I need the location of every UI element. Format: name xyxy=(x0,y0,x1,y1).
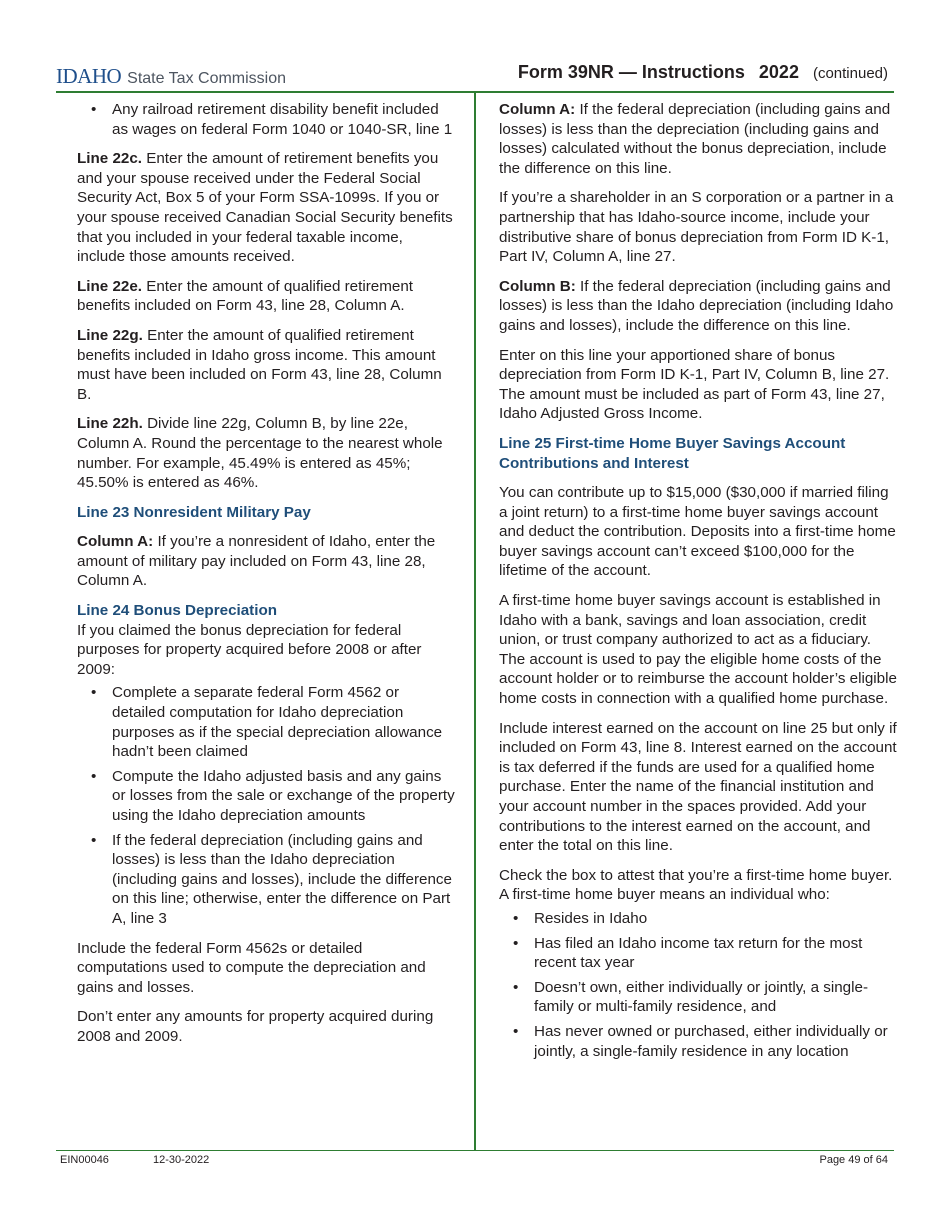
line-23-column-a-label: Column A: xyxy=(77,533,154,551)
line-23-heading: Line 23 Nonresident Military Pay xyxy=(77,503,311,521)
line-24-bullet-list xyxy=(77,683,455,928)
left-column xyxy=(77,100,455,1057)
column-b-label: Column B: xyxy=(499,277,576,295)
apportioned-paragraph: Enter on this line your apportioned share of bonus depreciation from Form ID K-1, Part IV, Column B, line 27. The amount must be included as part of Form 43, line 27, Idaho Adjusted Gross Income. xyxy=(499,346,890,423)
page-header xyxy=(56,62,894,92)
continued-label: (continued) xyxy=(812,65,888,82)
line-22h-label: Line 22h. xyxy=(77,415,143,433)
line-24-heading: Line 24 Bonus Depreciation xyxy=(77,602,278,620)
right-column xyxy=(499,100,897,1071)
footer-date: 12-30-2022 xyxy=(153,1154,210,1166)
footer-page-number: Page 49 of 64 xyxy=(819,1154,888,1166)
column-a-paragraph xyxy=(499,100,897,178)
agency-name: State Tax Commission xyxy=(127,70,287,87)
line-24-dont-paragraph: Don’t enter any amounts for property acquired during 2008 and 2009. xyxy=(77,1008,434,1045)
line-25-check-paragraph: Check the box to attest that you’re a first-time home buyer. A first-time home buyer means an individual who: xyxy=(499,866,893,904)
footer-form-code: EIN00046 xyxy=(60,1154,109,1166)
idaho-wordmark: IDAHO xyxy=(56,64,122,88)
line-22g-label: Line 22g. xyxy=(77,326,143,344)
first-time-buyer-bullet: • Resides in Idaho xyxy=(499,909,897,929)
line-22g-paragraph xyxy=(77,326,455,404)
line-23-column-a-text: If you’re a nonresident of Idaho, enter the amount of military pay included on Form 43, line 28, Column A. xyxy=(77,533,436,590)
agency-logo xyxy=(56,64,286,89)
form-title: Form 39NR — Instructions xyxy=(517,62,745,82)
railroad-bullet: • Any railroad retirement disability benefit included as wages on federal Form 1040 or 1040-SR, line 1 xyxy=(77,100,455,139)
column-divider xyxy=(474,93,476,1151)
column-b-text: If the federal depreciation (including gains and losses) is less than the Idaho depreciation (including Idaho gains and losses), include the difference on this line. xyxy=(499,277,894,334)
line-22c-label: Line 22c. xyxy=(77,150,142,168)
footer-divider xyxy=(56,1150,894,1151)
form-title-block xyxy=(518,62,888,83)
line-22h-paragraph xyxy=(77,414,455,492)
line-24-bullet: • If the federal depreciation (including gains and losses) is less than the Idaho depreciation (including gains and losses), include the difference on this line; otherwise, enter the difference on Part A, line 3 xyxy=(77,831,455,929)
first-time-buyer-bullet: • Has never owned or purchased, either individually or jointly, a single-family residence in any location xyxy=(499,1022,897,1061)
line-22c-paragraph xyxy=(77,149,455,267)
line-24-bullet: • Compute the Idaho adjusted basis and any gains or losses from the sale or exchange of the property using the Idaho depreciation amounts xyxy=(77,767,455,826)
line-25-contribute-paragraph: You can contribute up to $15,000 ($30,000 if married filing a joint return) to a first-time home buyer savings account and deduct the contribution. Deposits into a first-time home buyer savings account can’t exceed $100,000 for the lifetime of the account. xyxy=(499,484,896,580)
line-23-column-a-paragraph xyxy=(77,532,455,591)
line-24-bullet: • Complete a separate federal Form 4562 or detailed computation for Idaho depreciation purposes as if the special depreciation allowance hadn’t been claimed xyxy=(77,683,455,761)
first-time-buyer-bullet: • Doesn’t own, either individually or jointly, a single-family or multi-family residence, and xyxy=(499,978,897,1017)
first-time-buyer-bullet: • Has filed an Idaho income tax return for the most recent tax year xyxy=(499,934,897,973)
column-a-label: Column A: xyxy=(499,101,576,118)
line-25-interest-paragraph: Include interest earned on the account on line 25 but only if included on Form 43, line 8. Interest earned on the account is tax deferred if the funds are used for a qualified home purchase. Enter the name of the financial institution and your account number in the spaces provided. Add your contributions to the interest earned on the account, and enter the total on this line. xyxy=(499,719,897,855)
column-b-paragraph xyxy=(499,277,897,336)
line-22e-label: Line 22e. xyxy=(77,277,142,295)
line-22h-text: Divide line 22g, Column B, by line 22e, Column A. Round the percentage to the nearest whole number. For example, 45.49% is entered as 45%; 45.50% is entered as 46%. xyxy=(77,415,443,492)
shareholder-paragraph: If you’re a shareholder in an S corporation or a partner in a partnership that has Idaho-source income, include your distributive share of bonus depreciation from Form ID K-1, Part IV, Column A, line 27. xyxy=(499,189,894,266)
line-22e-text: Enter the amount of qualified retirement benefits included on Form 43, line 28, Column A. xyxy=(77,277,413,315)
line-22c-text: Enter the amount of retirement benefits you and your spouse received under the Federal Social Security Act, Box 5 of your Form SSA-1099s. If you or your spouse received Canadian Social Security benefits that you included in your federal taxable income, include those amounts received. xyxy=(77,150,453,266)
column-a-text: If the federal depreciation (including gains and losses) is less than the depreciation (including gains and losses) calculated without the bonus depreciation, include the difference on this line. xyxy=(499,101,891,177)
line-22g-text: Enter the amount of qualified retirement benefits included in Idaho gross income. This amount must have been included on Form 43, line 28, Column B. xyxy=(77,326,442,403)
first-time-buyer-list xyxy=(499,909,897,1061)
line-25-established-paragraph: A first-time home buyer savings account is established in Idaho with a bank, savings and loan association, credit union, or trust company authorized to act as a fiduciary. The account is used to pay the eligible home costs of the account holder or to reimburse the account holder’s eligible home costs in connection with a qualified home purchase. xyxy=(499,592,897,708)
line-24-include-paragraph: Include the federal Form 4562s or detailed computations used to compute the depreciation and gains and losses. xyxy=(77,939,426,996)
line-24-intro: If you claimed the bonus depreciation for federal purposes for property acquired before 2008 or after 2009: xyxy=(77,621,422,678)
line-25-heading: Line 25 First-time Home Buyer Savings Account Contributions and Interest xyxy=(499,434,846,472)
railroad-list xyxy=(77,100,455,139)
form-year: 2022 xyxy=(758,62,799,82)
line-22e-paragraph xyxy=(77,277,455,316)
